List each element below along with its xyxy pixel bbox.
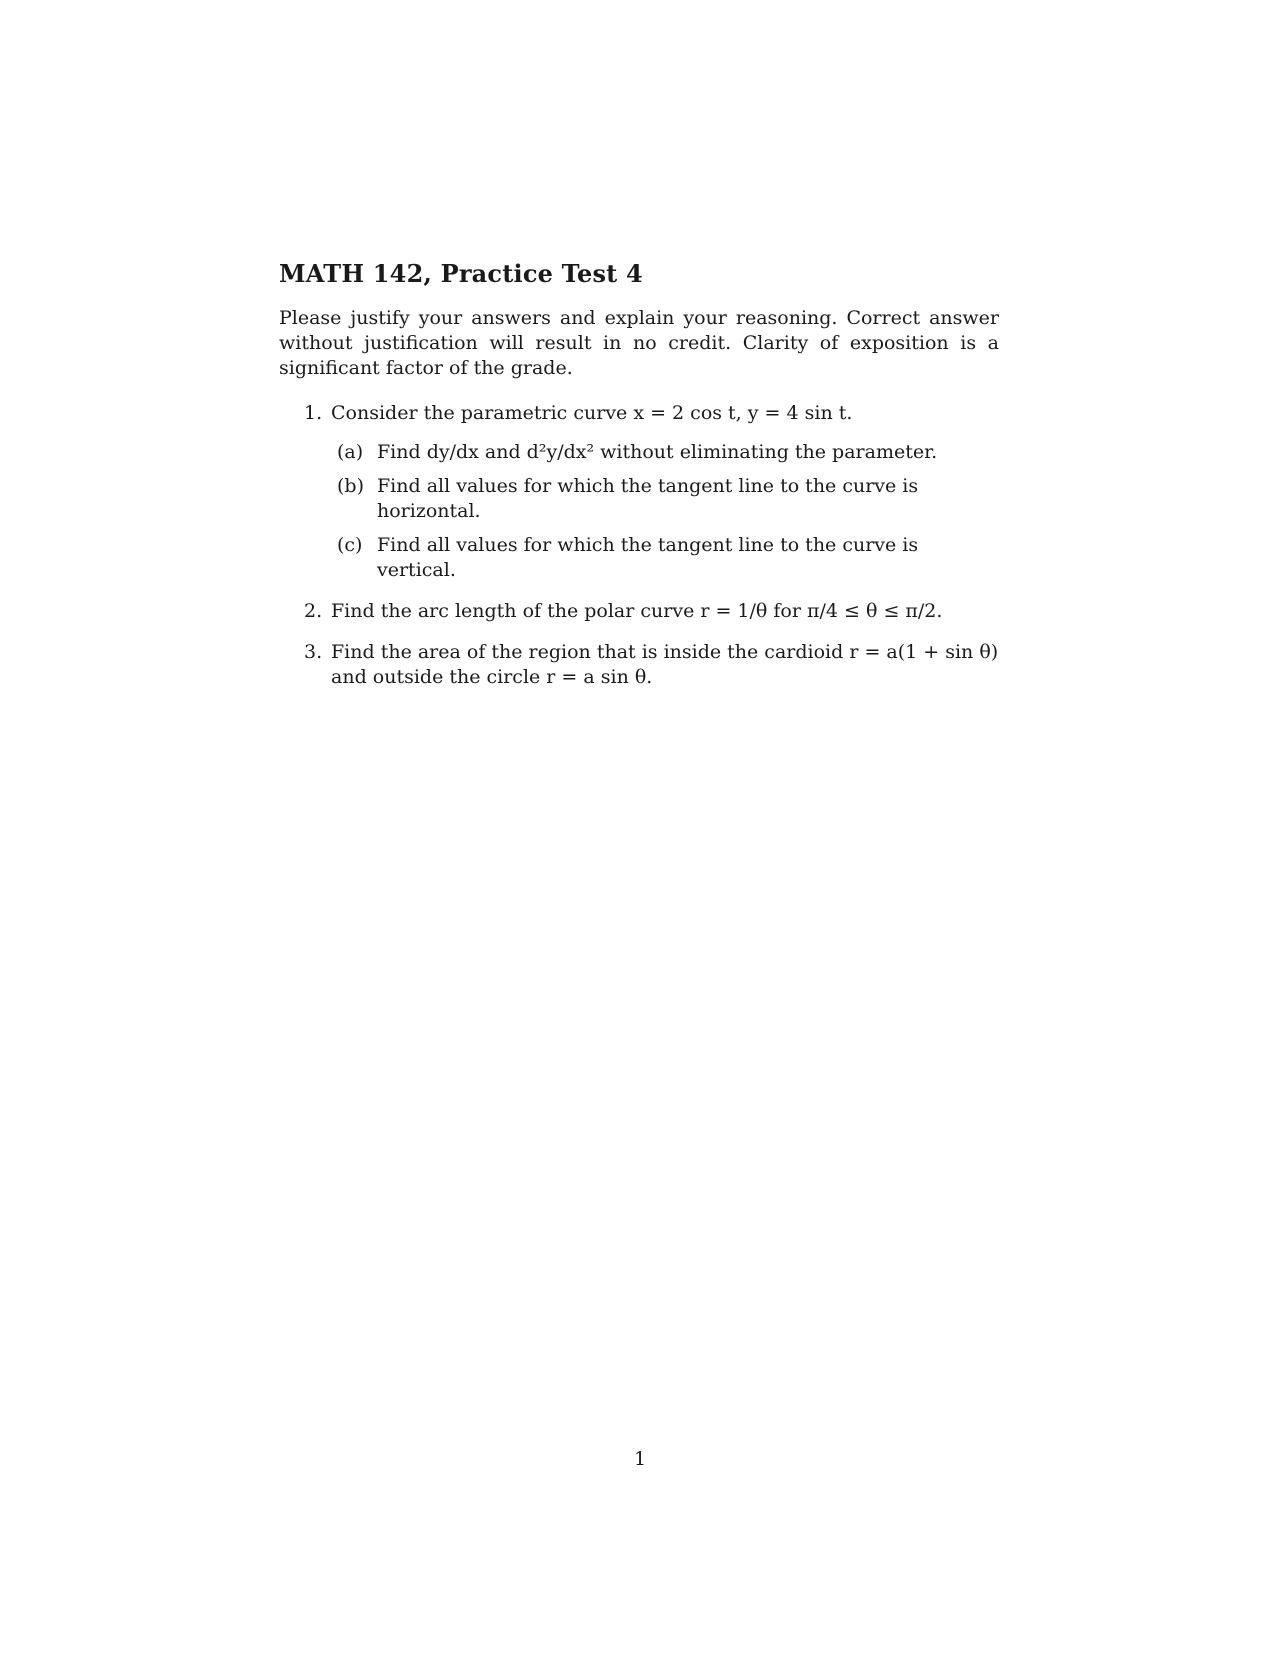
- question-text: Find the area of the region that is inside the cardioid r = a(1 + sin θ) and outside the circle r = a sin θ.: [331, 641, 999, 688]
- question-number: 3.: [304, 641, 323, 663]
- subquestion-text: Find all values for which the tangent line to the curve is vertical.: [377, 534, 919, 581]
- subquestion-a: [331, 440, 999, 465]
- subquestion-text: Find all values for which the tangent line to the curve is horizontal.: [377, 475, 919, 522]
- subquestion-text: Find dy/dx and d²y/dx² without eliminating the parameter.: [377, 441, 938, 463]
- question-text: Find the arc length of the polar curve r = 1/θ for π/4 ≤ θ ≤ π/2.: [331, 600, 943, 622]
- subquestion-label: (b): [337, 475, 364, 497]
- subquestion-b: [331, 474, 999, 524]
- question-3: [279, 640, 999, 690]
- document-title: MATH 142, Practice Test 4: [279, 259, 643, 288]
- question-1: [279, 401, 999, 583]
- document-content: [279, 258, 999, 706]
- question-number: 1.: [304, 402, 323, 424]
- question-list: [279, 401, 999, 690]
- question-text: Consider the parametric curve x = 2 cos t, y = 4 sin t.: [331, 402, 853, 424]
- subquestion-label: (c): [337, 534, 363, 556]
- question-number: 2.: [304, 600, 323, 622]
- instructions-paragraph: Please justify your answers and explain your reasoning. Correct answer without justification will result in no credit. Clarity of exposition is a significant factor of the grade.: [279, 307, 999, 379]
- subquestion-c: [331, 533, 999, 583]
- question-2: [279, 599, 999, 624]
- page-number: 1: [633, 1448, 647, 1470]
- subquestion-list: [331, 440, 999, 583]
- subquestion-label: (a): [337, 441, 364, 463]
